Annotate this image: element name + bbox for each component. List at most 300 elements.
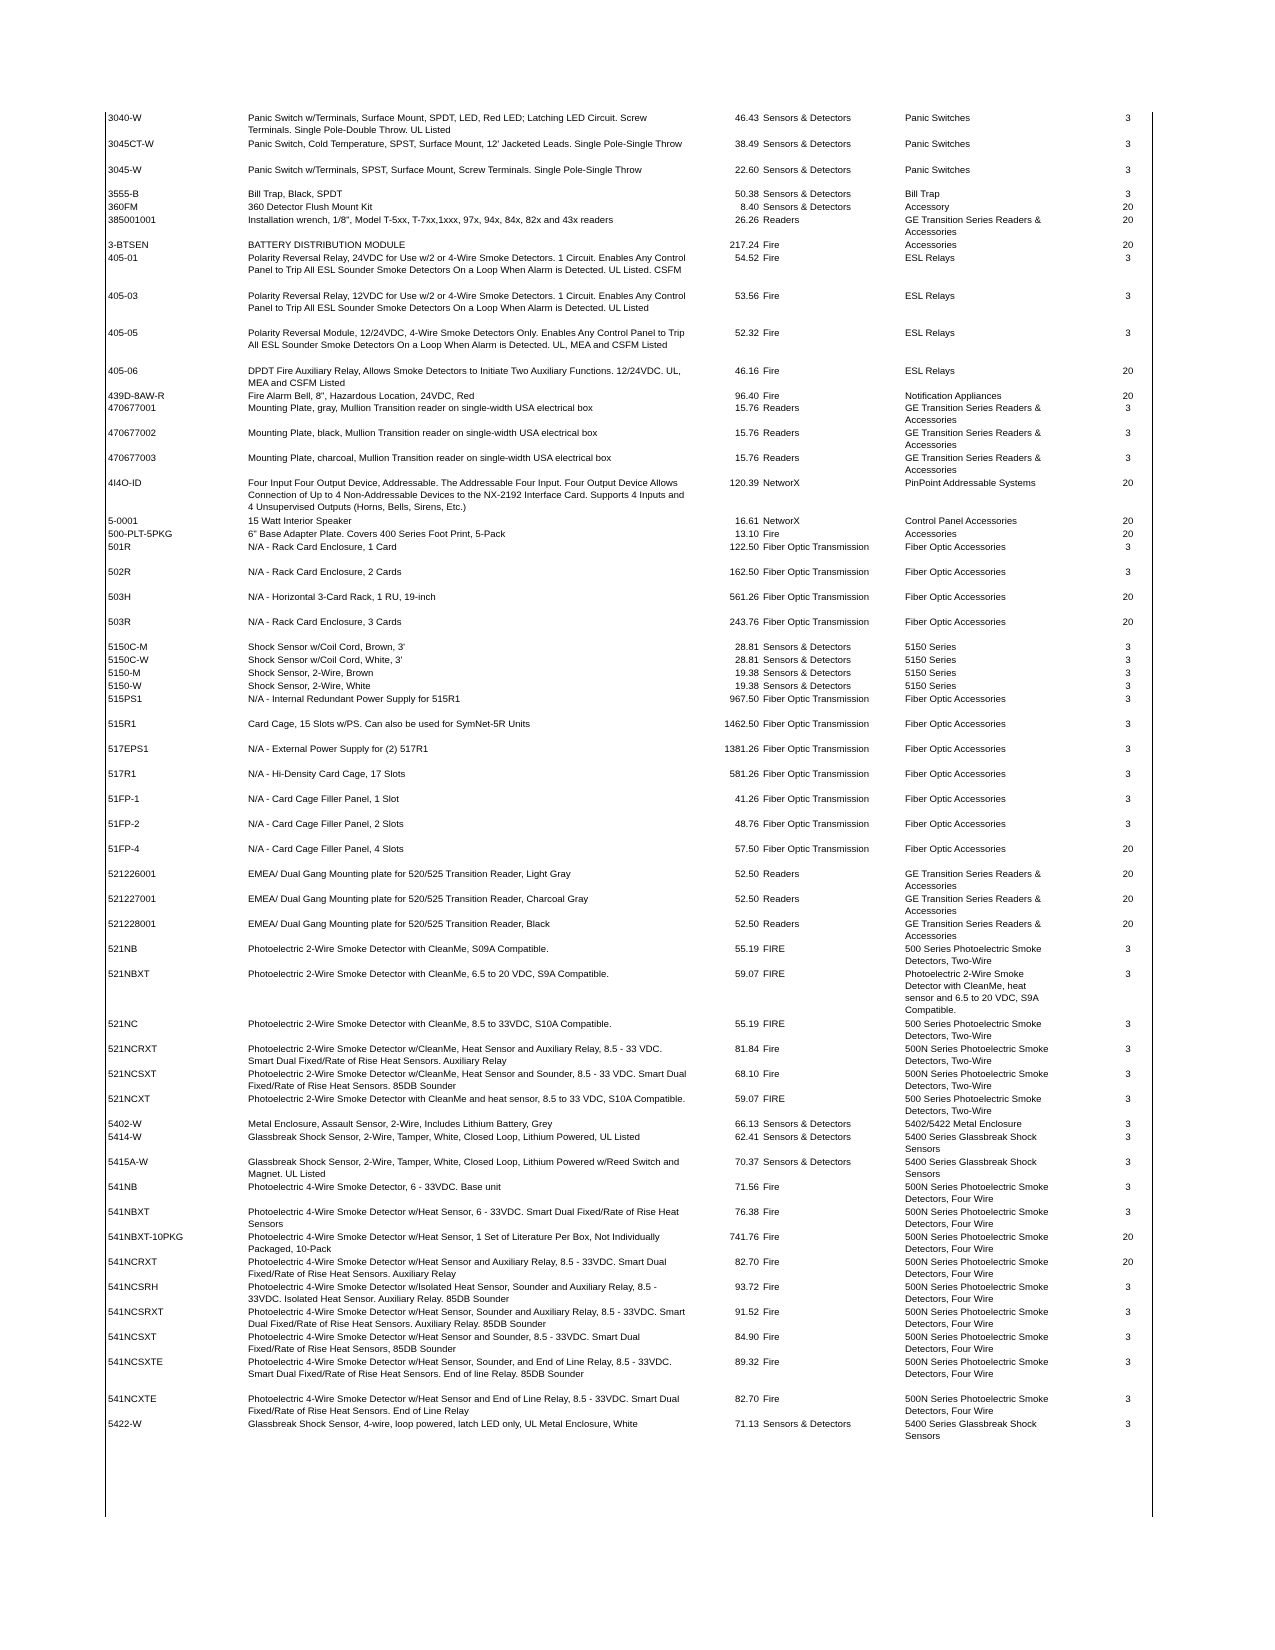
subcategory-cell: GE Transition Series Readers & Accessories (905, 894, 1041, 917)
quantity-cell: 20 (1122, 391, 1134, 402)
subcategory-cell: PinPoint Addressable Systems (905, 478, 1036, 489)
part-number-cell: 503R (108, 617, 131, 628)
subcategory-cell: GE Transition Series Readers & Accessories (905, 453, 1041, 476)
quantity-cell: 20 (1122, 592, 1134, 603)
part-number-cell: 541NCXTE (108, 1394, 157, 1405)
quantity-cell: 3 (1125, 1132, 1131, 1143)
part-number-cell: 5402-W (108, 1119, 142, 1130)
description-cell: Photoelectric 4-Wire Smoke Detector w/Heat Sensor, 6 - 33VDC. Smart Dual Fixed/Rate of Rise Heat Sensors (248, 1207, 679, 1230)
description-cell: Photoelectric 2-Wire Smoke Detector with CleanMe, 6.5 to 20 VDC, S9A Compatible. (248, 969, 609, 980)
price-cell: 15.76 (734, 403, 759, 414)
description-cell: N/A - Horizontal 3-Card Rack, 1 RU, 19-inch (248, 592, 436, 603)
subcategory-cell: Accessory (905, 202, 950, 213)
table-row (108, 894, 1148, 919)
price-cell: 28.81 (734, 642, 759, 653)
subcategory-cell: Fiber Optic Accessories (905, 592, 1006, 603)
quantity-cell: 3 (1125, 428, 1131, 439)
category-cell: Fiber Optic Transmission (763, 694, 870, 705)
price-list-table (108, 113, 1148, 1444)
quantity-cell: 3 (1125, 668, 1131, 679)
price-cell: 57.50 (734, 844, 759, 855)
subcategory-cell: 5150 Series (905, 655, 957, 666)
category-cell: Fiber Optic Transmission (763, 592, 870, 603)
table-row (108, 819, 1148, 844)
category-cell: Fire (763, 1069, 780, 1080)
table-row (108, 1157, 1148, 1182)
quantity-cell: 20 (1122, 844, 1134, 855)
price-cell: 55.19 (734, 1019, 759, 1030)
category-cell: Fire (763, 291, 780, 302)
price-cell: 54.52 (734, 253, 759, 264)
part-number-cell: 521NCSXT (108, 1069, 157, 1080)
table-row (108, 1232, 1148, 1257)
table-row (108, 944, 1148, 969)
quantity-cell: 20 (1122, 202, 1134, 213)
table-row (108, 253, 1148, 291)
description-cell: Installation wrench, 1/8", Model T-5xx, T-7xx,1xxx, 97x, 94x, 84x, 82x and 43x readers (248, 215, 614, 226)
subcategory-cell: 5402/5422 Metal Enclosure (905, 1119, 1022, 1130)
quantity-cell: 3 (1125, 681, 1131, 692)
category-cell: Readers (763, 869, 800, 880)
category-cell: FIRE (763, 969, 785, 980)
category-cell: Readers (763, 215, 800, 226)
description-cell: Four Input Four Output Device, Addressable. The Addressable Four Input. Four Output Device Allows Connection of Up to 4 Non-Addressable Devices to the NX-2192 Interface Card. Supports 4 Inputs and 4 Unsupervised Outputs (Horns, Bells, Sirens, Etc.) (248, 478, 685, 513)
table-row (108, 1419, 1148, 1444)
category-cell: Fire (763, 366, 780, 377)
quantity-cell: 3 (1125, 694, 1131, 705)
category-cell: Fire (763, 1307, 780, 1318)
table-row (108, 366, 1148, 391)
subcategory-cell: 500 Series Photoelectric Smoke Detectors, Two-Wire (905, 944, 1042, 967)
description-cell: Mounting Plate, charcoal, Mullion Transition reader on single-width USA electrical box (248, 453, 612, 464)
price-cell: 81.84 (734, 1044, 759, 1055)
table-row (108, 1307, 1148, 1332)
table-row (108, 202, 1148, 215)
table-row (108, 529, 1148, 542)
price-cell: 217.24 (729, 240, 759, 251)
table-row (108, 655, 1148, 668)
quantity-cell: 3 (1125, 1182, 1131, 1193)
quantity-cell: 3 (1125, 1419, 1131, 1430)
subcategory-cell: Panic Switches (905, 113, 971, 124)
quantity-cell: 3 (1125, 139, 1131, 150)
part-number-cell: 517R1 (108, 769, 137, 780)
category-cell: Sensors & Detectors (763, 655, 851, 666)
quantity-cell: 3 (1125, 1119, 1131, 1130)
part-number-cell: 5-0001 (108, 516, 138, 527)
quantity-cell: 3 (1125, 113, 1131, 124)
table-row (108, 1282, 1148, 1307)
category-cell: Fiber Optic Transmission (763, 567, 870, 578)
category-cell: Fiber Optic Transmission (763, 719, 870, 730)
description-cell: Photoelectric 4-Wire Smoke Detector w/Heat Sensor, Sounder, and End of Line Relay, 8.5 - 33VDC. Smart Dual Fixed/Rate of Rise Heat Sensors. End of line Relay. 85DB Sounder (248, 1357, 672, 1380)
part-number-cell: 4I4O-ID (108, 478, 142, 489)
description-cell: Mounting Plate, gray, Mullion Transition reader on single-width USA electrical box (248, 403, 593, 414)
quantity-cell: 20 (1122, 1232, 1134, 1243)
subcategory-cell: Fiber Optic Accessories (905, 819, 1006, 830)
part-number-cell: 541NCSRXT (108, 1307, 164, 1318)
subcategory-cell: Fiber Optic Accessories (905, 694, 1006, 705)
description-cell: EMEA/ Dual Gang Mounting plate for 520/525 Transition Reader, Light Gray (248, 869, 571, 880)
description-cell: BATTERY DISTRIBUTION MODULE (248, 240, 406, 251)
quantity-cell: 20 (1122, 894, 1134, 905)
price-cell: 13.10 (734, 529, 759, 540)
description-cell: N/A - Rack Card Enclosure, 1 Card (248, 542, 397, 553)
quantity-cell: 3 (1125, 328, 1131, 339)
quantity-cell: 3 (1125, 819, 1131, 830)
price-cell: 46.43 (734, 113, 759, 124)
category-cell: Fire (763, 1394, 780, 1405)
part-number-cell: 51FP-1 (108, 794, 140, 805)
category-cell: NetworX (763, 478, 800, 489)
subcategory-cell: 500N Series Photoelectric Smoke Detectors, Four Wire (905, 1307, 1049, 1330)
subcategory-cell: 500N Series Photoelectric Smoke Detectors, Four Wire (905, 1182, 1049, 1205)
description-cell: 15 Watt Interior Speaker (248, 516, 352, 527)
table-row (108, 1019, 1148, 1044)
category-cell: Fire (763, 240, 780, 251)
part-number-cell: 405-01 (108, 253, 138, 264)
category-cell: Fiber Optic Transmission (763, 744, 870, 755)
category-cell: Fire (763, 529, 780, 540)
subcategory-cell: Fiber Optic Accessories (905, 769, 1006, 780)
category-cell: Fiber Optic Transmission (763, 819, 870, 830)
description-cell: Photoelectric 4-Wire Smoke Detector, 6 - 33VDC. Base unit (248, 1182, 501, 1193)
subcategory-cell: Panic Switches (905, 165, 971, 176)
part-number-cell: 521226001 (108, 869, 157, 880)
table-row (108, 516, 1148, 529)
part-number-cell: 405-06 (108, 366, 138, 377)
description-cell: N/A - Card Cage Filler Panel, 2 Slots (248, 819, 404, 830)
quantity-cell: 20 (1122, 240, 1134, 251)
table-row (108, 642, 1148, 655)
subcategory-cell: Fiber Optic Accessories (905, 844, 1006, 855)
table-row (108, 403, 1148, 428)
description-cell: Polarity Reversal Relay, 24VDC for Use w/2 or 4-Wire Smoke Detectors. 1 Circuit. Enables Any Control Panel to Trip All ESL Sounder Smoke Detectors On a Loop When Alarm is Detected. UL Listed. CSFM (248, 253, 686, 276)
price-cell: 967.50 (729, 694, 759, 705)
price-cell: 76.38 (734, 1207, 759, 1218)
subcategory-cell: Fiber Optic Accessories (905, 617, 1006, 628)
subcategory-cell: 500N Series Photoelectric Smoke Detectors, Two-Wire (905, 1044, 1049, 1067)
price-cell: 122.50 (729, 542, 759, 553)
category-cell: Fire (763, 1044, 780, 1055)
part-number-cell: 521NB (108, 944, 138, 955)
table-row (108, 969, 1148, 1019)
quantity-cell: 3 (1125, 453, 1131, 464)
table-row (108, 769, 1148, 794)
category-cell: Sensors & Detectors (763, 139, 851, 150)
table-row (108, 919, 1148, 944)
price-cell: 243.76 (729, 617, 759, 628)
part-number-cell: 521NC (108, 1019, 138, 1030)
part-number-cell: 541NCSRH (108, 1282, 159, 1293)
description-cell: N/A - Internal Redundant Power Supply for 515R1 (248, 694, 461, 705)
subcategory-cell: 500N Series Photoelectric Smoke Detectors, Four Wire (905, 1332, 1049, 1355)
quantity-cell: 3 (1125, 1394, 1131, 1405)
quantity-cell: 20 (1122, 529, 1134, 540)
table-row (108, 869, 1148, 894)
price-cell: 68.10 (734, 1069, 759, 1080)
quantity-cell: 20 (1122, 919, 1134, 930)
quantity-cell: 20 (1122, 869, 1134, 880)
description-cell: Photoelectric 2-Wire Smoke Detector w/CleanMe, Heat Sensor and Sounder, 8.5 - 33 VDC. Smart Dual Fixed/Rate of Rise Heat Sensors. 85DB Sounder (248, 1069, 687, 1092)
subcategory-cell: 5150 Series (905, 642, 957, 653)
category-cell: Readers (763, 919, 800, 930)
subcategory-cell: Fiber Optic Accessories (905, 542, 1006, 553)
table-row (108, 794, 1148, 819)
table-row (108, 165, 1148, 189)
part-number-cell: 5422-W (108, 1419, 142, 1430)
part-number-cell: 470677001 (108, 403, 157, 414)
category-cell: Fire (763, 1257, 780, 1268)
description-cell: N/A - Rack Card Enclosure, 2 Cards (248, 567, 402, 578)
price-cell: 8.40 (740, 202, 759, 213)
price-cell: 59.07 (734, 969, 759, 980)
description-cell: EMEA/ Dual Gang Mounting plate for 520/525 Transition Reader, Black (248, 919, 550, 930)
part-number-cell: 541NBXT-10PKG (108, 1232, 184, 1243)
category-cell: Sensors & Detectors (763, 165, 851, 176)
category-cell: Sensors & Detectors (763, 668, 851, 679)
part-number-cell: 515PS1 (108, 694, 143, 705)
description-cell: Shock Sensor w/Coil Cord, White, 3' (248, 655, 403, 666)
price-cell: 71.56 (734, 1182, 759, 1193)
description-cell: Panic Switch w/Terminals, SPST, Surface Mount, Screw Terminals. Single Pole-Single Throw (248, 165, 642, 176)
part-number-cell: 515R1 (108, 719, 137, 730)
description-cell: N/A - Hi-Density Card Cage, 17 Slots (248, 769, 406, 780)
price-cell: 15.76 (734, 453, 759, 464)
description-cell: Photoelectric 4-Wire Smoke Detector w/Heat Sensor, 1 Set of Literature Per Box, Not Individually Packaged, 10-Pack (248, 1232, 660, 1255)
category-cell: Sensors & Detectors (763, 1119, 851, 1130)
category-cell: Fiber Optic Transmission (763, 542, 870, 553)
table-row (108, 1332, 1148, 1357)
table-row (108, 215, 1148, 240)
description-cell: Bill Trap, Black, SPDT (248, 189, 343, 200)
price-cell: 82.70 (734, 1257, 759, 1268)
table-row (108, 1044, 1148, 1069)
category-cell: Fire (763, 253, 780, 264)
quantity-cell: 3 (1125, 291, 1131, 302)
description-cell: Polarity Reversal Relay, 12VDC for Use w/2 or 4-Wire Smoke Detectors. 1 Circuit. Enables Any Control Panel to Trip All ESL Sounder Smoke Detectors On a Loop When Alarm is Detected. UL Listed (248, 291, 686, 314)
left-border-line (105, 112, 106, 1517)
table-row (108, 1257, 1148, 1282)
table-row (108, 453, 1148, 478)
price-cell: 120.39 (729, 478, 759, 489)
category-cell: Sensors & Detectors (763, 1157, 851, 1168)
category-cell: Fire (763, 1207, 780, 1218)
price-cell: 48.76 (734, 819, 759, 830)
quantity-cell: 3 (1125, 1094, 1131, 1105)
part-number-cell: 405-03 (108, 291, 138, 302)
part-number-cell: 439D-8AW-R (108, 391, 165, 402)
price-cell: 561.26 (729, 592, 759, 603)
part-number-cell: 360FM (108, 202, 138, 213)
price-cell: 84.90 (734, 1332, 759, 1343)
price-cell: 28.81 (734, 655, 759, 666)
quantity-cell: 3 (1125, 944, 1131, 955)
part-number-cell: 51FP-2 (108, 819, 140, 830)
table-row (108, 1394, 1148, 1419)
subcategory-cell: GE Transition Series Readers & Accessories (905, 919, 1041, 942)
price-cell: 741.76 (729, 1232, 759, 1243)
table-row (108, 189, 1148, 202)
quantity-cell: 3 (1125, 1207, 1131, 1218)
description-cell: Glassbreak Shock Sensor, 4-wire, loop powered, latch LED only, UL Metal Enclosure, White (248, 1419, 638, 1430)
table-row (108, 391, 1148, 403)
quantity-cell: 20 (1122, 366, 1134, 377)
description-cell: Photoelectric 4-Wire Smoke Detector w/Heat Sensor and End of Line Relay, 8.5 - 33VDC. Smart Dual Fixed/Rate of Rise Heat Sensors. End of Line Relay (248, 1394, 680, 1417)
category-cell: Fiber Optic Transmission (763, 617, 870, 628)
description-cell: EMEA/ Dual Gang Mounting plate for 520/525 Transition Reader, Charcoal Gray (248, 894, 589, 905)
category-cell: Fire (763, 328, 780, 339)
price-cell: 52.50 (734, 894, 759, 905)
description-cell: Shock Sensor, 2-Wire, Brown (248, 668, 374, 679)
subcategory-cell: Fiber Optic Accessories (905, 744, 1006, 755)
quantity-cell: 3 (1125, 189, 1131, 200)
description-cell: Photoelectric 4-Wire Smoke Detector w/Heat Sensor, Sounder and Auxiliary Relay, 8.5 - 33VDC. Smart Dual Fixed/Rate of Rise Heat Sensors. Auxiliary Relay. 85DB Sounder (248, 1307, 686, 1330)
category-cell: Sensors & Detectors (763, 189, 851, 200)
category-cell: Readers (763, 428, 800, 439)
table-row (108, 681, 1148, 694)
part-number-cell: 521NBXT (108, 969, 150, 980)
part-number-cell: 5415A-W (108, 1157, 148, 1168)
category-cell: Sensors & Detectors (763, 642, 851, 653)
part-number-cell: 521228001 (108, 919, 157, 930)
subcategory-cell: 5400 Series Glassbreak Shock Sensors (905, 1419, 1037, 1442)
category-cell: Fire (763, 1232, 780, 1243)
description-cell: Shock Sensor w/Coil Cord, Brown, 3' (248, 642, 405, 653)
table-row (108, 617, 1148, 642)
quantity-cell: 3 (1125, 1069, 1131, 1080)
subcategory-cell: 5150 Series (905, 681, 957, 692)
subcategory-cell: 500 Series Photoelectric Smoke Detectors, Two-Wire (905, 1094, 1042, 1117)
part-number-cell: 541NB (108, 1182, 138, 1193)
quantity-cell: 3 (1125, 1157, 1131, 1168)
table-row (108, 668, 1148, 681)
part-number-cell: 5150C-W (108, 655, 149, 666)
subcategory-cell: Accessories (905, 529, 957, 540)
price-cell: 52.50 (734, 869, 759, 880)
part-number-cell: 3045CT-W (108, 139, 154, 150)
price-cell: 62.41 (734, 1132, 759, 1143)
category-cell: Fire (763, 1182, 780, 1193)
price-cell: 89.32 (734, 1357, 759, 1368)
quantity-cell: 3 (1125, 165, 1131, 176)
quantity-cell: 3 (1125, 969, 1131, 980)
table-row (108, 1119, 1148, 1132)
category-cell: Sensors & Detectors (763, 1132, 851, 1143)
description-cell: Card Cage, 15 Slots w/PS. Can also be used for SymNet-5R Units (248, 719, 531, 730)
subcategory-cell: 500N Series Photoelectric Smoke Detectors, Four Wire (905, 1207, 1049, 1230)
subcategory-cell: Control Panel Accessories (905, 516, 1017, 527)
table-row (108, 844, 1148, 869)
table-row (108, 1094, 1148, 1119)
table-row (108, 694, 1148, 719)
price-cell: 38.49 (734, 139, 759, 150)
price-cell: 1462.50 (724, 719, 759, 730)
description-cell: N/A - External Power Supply for (2) 517R1 (248, 744, 429, 755)
category-cell: Fire (763, 391, 780, 402)
price-cell: 52.32 (734, 328, 759, 339)
quantity-cell: 20 (1122, 1257, 1134, 1268)
table-row (108, 1182, 1148, 1207)
category-cell: Fiber Optic Transmission (763, 794, 870, 805)
quantity-cell: 3 (1125, 1044, 1131, 1055)
price-cell: 66.13 (734, 1119, 759, 1130)
subcategory-cell: Accessories (905, 240, 957, 251)
category-cell: FIRE (763, 1094, 785, 1105)
description-cell: Photoelectric 2-Wire Smoke Detector w/CleanMe, Heat Sensor and Auxiliary Relay, 8.5 - 33 VDC. Smart Dual Fixed/Rate of Rise Heat Sensors. Auxiliary Relay (248, 1044, 663, 1067)
price-cell: 71.13 (734, 1419, 759, 1430)
subcategory-cell: 5400 Series Glassbreak Shock Sensors (905, 1157, 1037, 1180)
table-row (108, 113, 1148, 139)
quantity-cell: 20 (1122, 478, 1134, 489)
price-cell: 581.26 (729, 769, 759, 780)
price-cell: 93.72 (734, 1282, 759, 1293)
table-row (108, 328, 1148, 366)
description-cell: Photoelectric 4-Wire Smoke Detector w/Heat Sensor and Sounder, 8.5 - 33VDC. Smart Dual Fixed/Rate of Rise Heat Sensors, 85DB Sounder (248, 1332, 640, 1355)
price-cell: 70.37 (734, 1157, 759, 1168)
price-cell: 1381.26 (724, 744, 759, 755)
subcategory-cell: 500N Series Photoelectric Smoke Detectors, Two-Wire (905, 1069, 1049, 1092)
table-row (108, 291, 1148, 328)
part-number-cell: 385001001 (108, 215, 157, 226)
description-cell: Mounting Plate, black, Mullion Transition reader on single-width USA electrical box (248, 428, 598, 439)
part-number-cell: 470677003 (108, 453, 157, 464)
price-cell: 162.50 (729, 567, 759, 578)
subcategory-cell: 5150 Series (905, 668, 957, 679)
subcategory-cell: 500 Series Photoelectric Smoke Detectors, Two-Wire (905, 1019, 1042, 1042)
category-cell: Fire (763, 1282, 780, 1293)
table-row (108, 719, 1148, 744)
description-cell: Photoelectric 2-Wire Smoke Detector with CleanMe, S09A Compatible. (248, 944, 549, 955)
part-number-cell: 521227001 (108, 894, 157, 905)
subcategory-cell: Panic Switches (905, 139, 971, 150)
description-cell: Photoelectric 4-Wire Smoke Detector w/Isolated Heat Sensor, Sounder and Auxiliary Relay, 8.5 - 33VDC. Isolated Heat Sensor. Auxiliary Relay. 85DB Sounder (248, 1282, 657, 1305)
table-row (108, 1207, 1148, 1232)
price-cell: 55.19 (734, 944, 759, 955)
part-number-cell: 3040-W (108, 113, 142, 124)
subcategory-cell: ESL Relays (905, 328, 955, 339)
category-cell: Sensors & Detectors (763, 681, 851, 692)
quantity-cell: 3 (1125, 1282, 1131, 1293)
part-number-cell: 3045-W (108, 165, 142, 176)
quantity-cell: 20 (1122, 617, 1134, 628)
subcategory-cell: 500N Series Photoelectric Smoke Detectors, Four Wire (905, 1232, 1049, 1255)
description-cell: 6" Base Adapter Plate. Covers 400 Series Foot Print, 5-Pack (248, 529, 506, 540)
price-cell: 82.70 (734, 1394, 759, 1405)
category-cell: FIRE (763, 944, 785, 955)
quantity-cell: 3 (1125, 567, 1131, 578)
price-cell: 19.38 (734, 668, 759, 679)
category-cell: NetworX (763, 516, 800, 527)
quantity-cell: 3 (1125, 719, 1131, 730)
quantity-cell: 3 (1125, 403, 1131, 414)
quantity-cell: 3 (1125, 1019, 1131, 1030)
part-number-cell: 541NCRXT (108, 1257, 158, 1268)
part-number-cell: 5150-W (108, 681, 142, 692)
part-number-cell: 470677002 (108, 428, 157, 439)
description-cell: Photoelectric 4-Wire Smoke Detector w/Heat Sensor and Auxiliary Relay, 8.5 - 33VDC. Smart Dual Fixed/Rate of Rise Heat Sensors. Auxiliary Relay (248, 1257, 667, 1280)
subcategory-cell: 5400 Series Glassbreak Shock Sensors (905, 1132, 1037, 1155)
table-row (108, 1069, 1148, 1094)
quantity-cell: 3 (1125, 542, 1131, 553)
quantity-cell: 3 (1125, 1307, 1131, 1318)
part-number-cell: 5150C-M (108, 642, 148, 653)
category-cell: FIRE (763, 1019, 785, 1030)
part-number-cell: 500-PLT-5PKG (108, 529, 173, 540)
quantity-cell: 3 (1125, 1357, 1131, 1368)
quantity-cell: 3 (1125, 655, 1131, 666)
subcategory-cell: Fiber Optic Accessories (905, 794, 1006, 805)
